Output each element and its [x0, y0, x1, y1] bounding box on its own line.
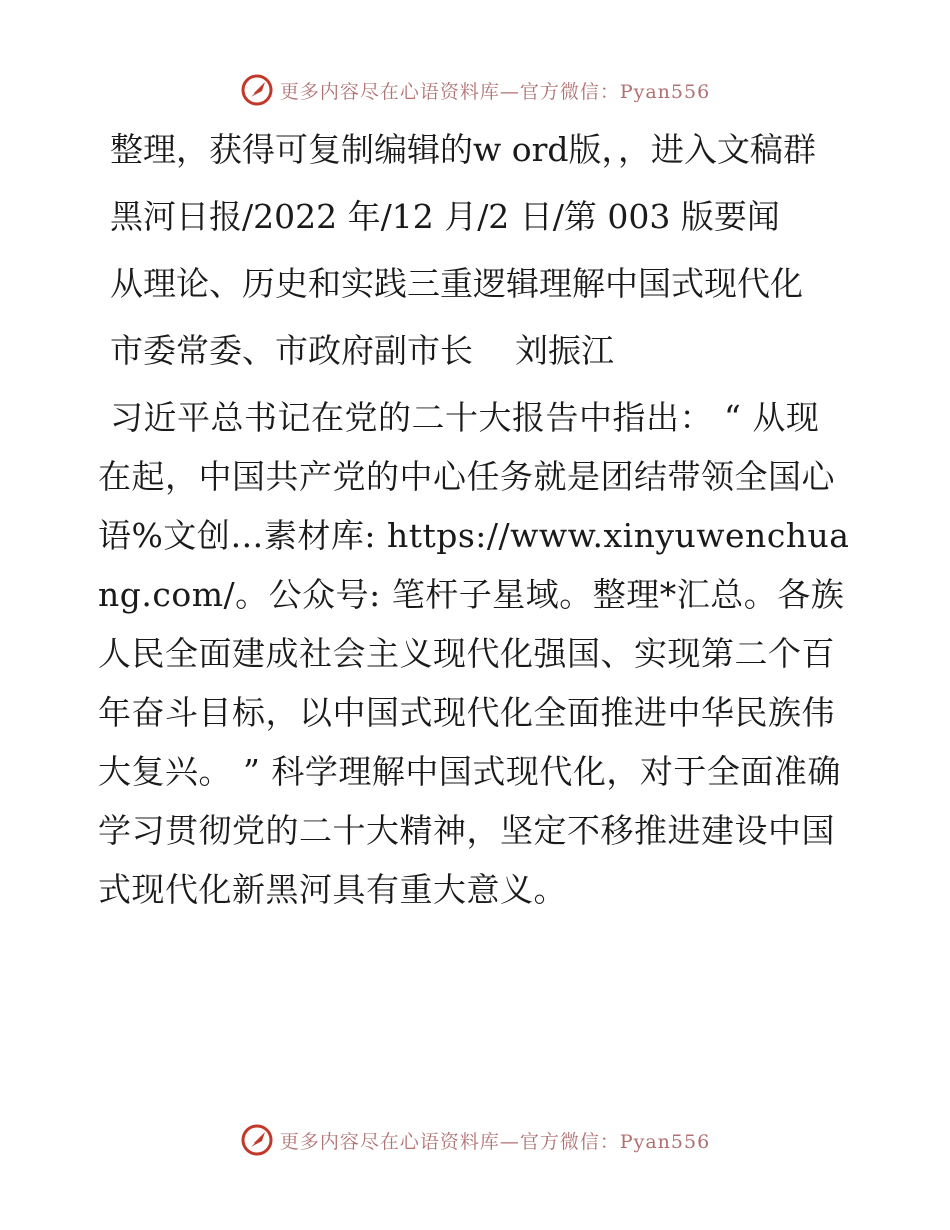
footer-banner-text: 更多内容尽在心语资料库—官方微信：Pyan556: [279, 1130, 711, 1153]
footer-banner: [0, 1120, 950, 1160]
source-line: 黑河日报/2022 年/12 月/2 日/第 003 版要闻: [110, 197, 780, 236]
body-paragraph: 习近平总书记在党的二十大报告中指出： “ 从现在起，中国共产党的中心任务就是团结带领全国心语%文创…素材库: https://www.xinyuwenchuang.com/。公众号: 笔杆子星域。整理*汇总。各族人民全面建成社会主义现代化强国、实现第二个百年奋斗目标，以中国式现代化全面推进中华民族伟大复兴。 ” 科学理解中国式现代化，对于全面准确学习贯彻党的二十大精神，坚定不移推进建设中国式现代化新黑河具有重大意义。: [98, 398, 850, 909]
quill-logo-icon: [240, 1123, 274, 1157]
quill-logo-icon: [240, 73, 274, 107]
intro-line: 整理，获得可复制编辑的w ord版，，进入文稿群: [110, 130, 817, 169]
header-banner: [0, 70, 950, 110]
document-body: [98, 120, 850, 919]
header-banner-text: 更多内容尽在心语资料库—官方微信：Pyan556: [279, 80, 711, 103]
author-line: 市委常委、市政府副市长 刘振江: [110, 331, 614, 370]
article-title: 从理论、历史和实践三重逻辑理解中国式现代化: [110, 264, 803, 303]
